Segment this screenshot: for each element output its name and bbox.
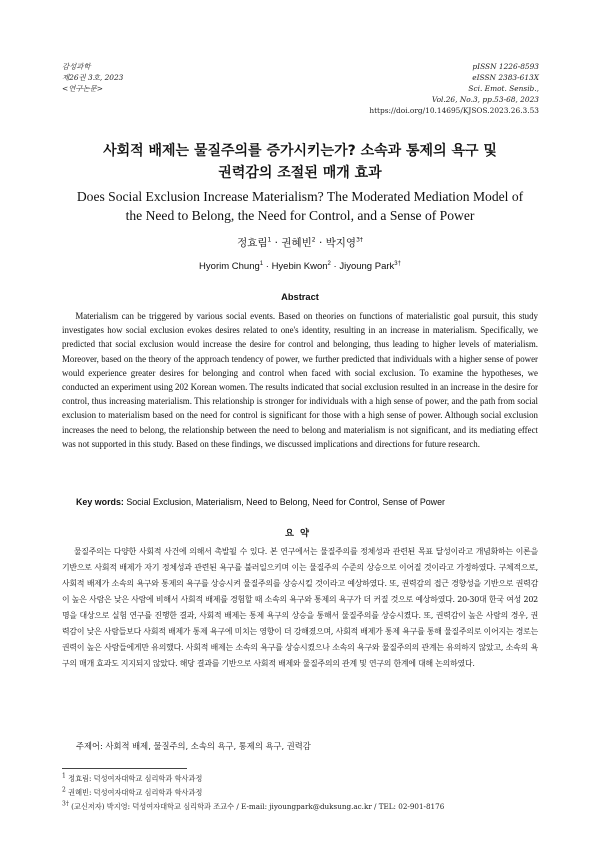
author-affiliation-mark: 3† <box>356 236 363 244</box>
author-affiliation-mark: 1 <box>267 236 272 244</box>
doi-link[interactable]: https://doi.org/10.14695/KJSOS.2023.26.3.53 <box>369 106 539 115</box>
eissn: eISSN 2383-613X <box>472 73 539 82</box>
footnote-mark: 3† <box>62 800 69 808</box>
title-korean-line2: 권력감의 조절된 매개 효과 <box>218 165 382 181</box>
footnote-text: 정효림: 덕성여자대학교 심리학과 학사과정 <box>68 774 203 783</box>
keywords-korean <box>76 740 538 752</box>
korean-summary-heading: 요약 <box>285 528 315 539</box>
volume-pages: Vol.26, No.3, pp.53-68, 2023 <box>431 95 539 104</box>
abstract-text: Materialism can be triggered by various social events. Based on theories on functions of materialistic goal pursuit, this study investigates how social exclusion evokes desires related to one's identity, resulting in an increase in materialism. Specifically, we predicted that social exclusion would increase the desire for control and belonging, thus leading to higher levels of materialism. Moreover, based on the theory of the approach tendency of power, we further predicted that individuals with a higher sense of power would experience greater desires for belonging and control when faced with social exclusion. To examine the hypotheses, we conducted an experiment using 202 Korean women. The results indicated that social exclusion resulted in an increase in the desire for control, thus increasing materialism. This relationship is stronger for individuals with a high sense of power, and the path from social exclusion to materialism based on the need for control is significant for those with a high sense of power. Although social exclusion increases the need to belong, the relationship between the need to belong and materialism is not significant, and its mediating effect was not supported in this study. Based on these findings, we discussed implications and directions for future research. <box>62 311 538 449</box>
article-type: <연구논문> <box>62 84 103 93</box>
journal-volume: 제26권 3호, 2023 <box>62 73 124 82</box>
journal-abbrev: Sci. Emot. Sensib., <box>468 84 539 93</box>
authors-korean: 정효림$^1$ · 권혜빈$^2$ · 박지영$^{3\dagger}$ <box>237 236 363 249</box>
author-name: 박지영 <box>325 237 357 249</box>
author-affiliation-mark: 2 <box>327 260 331 267</box>
footnote-text: (교신저자) 박지영: 덕성여자대학교 심리학과 조교수 / E-mail: jiyoungpark@duksung.ac.kr / TEL: 02-901-8176 <box>71 802 445 811</box>
author-name: 권혜빈 <box>281 237 312 249</box>
journal-info-right <box>369 61 539 116</box>
keywords-korean-label: 주제어: <box>76 741 103 751</box>
journal-name: 감성과학 <box>62 62 91 71</box>
author-name: 정효림 <box>237 237 268 249</box>
author-affiliation-mark: 2 <box>311 236 316 244</box>
keywords <box>76 497 538 507</box>
keywords-label: Key words: <box>76 497 124 507</box>
korean-summary-text: 물질주의는 다양한 사회적 사건에 의해서 촉발될 수 있다. 본 연구에서는 물질주의를 정체성과 관련된 목표 달성이라고 개념화하는 이론을 기반으로 사회적 배제가 자기 정체성과 관련된 욕구를 불러일으키며 이는 물질주의 수준의 상승으로 이어질 것이라고 가정하였다. 구체적으로, 사회적 배제가 소속의 욕구와 통제의 욕구를 상승시켜 물질주의를 상승시킬 것이라고 예상하였다. 또, 권력감의 접근 경향성을 기반으로 권력감이 높은 사람은 낮은 사람에 비해서 사회적 배제를 경험할 때 소속의 욕구와 통제의 욕구가 더 커질 것으로 예상하였다. 20-30대 한국 여성 202명을 대상으로 실험 연구를 진행한 결과, 사회적 배제는 통제 욕구의 상승을 통해서 물질주의를 상승시켰다. 또, 권력감이 높은 사람의 경우, 권력감이 낮은 사람들보다 사회적 배제가 통제 욕구에 미치는 영향이 더 강해졌으며, 사회적 배제가 통제 욕구를 통해 물질주의로 이어지는 경로는 권력이 높은 사람들에게만 유의했다. 사회적 배제는 소속의 욕구를 상승시켰으나 소속의 욕구와 물질주의의 관계는 유의하지 않았고, 소속의 욕구의 매개 효과도 지지되지 않았다. 해당 결과를 기반으로 사회적 배제와 물질주의의 관계 및 연구의 한계에 대해 논의하였다. <box>62 547 538 668</box>
author-affiliation-mark: 1 <box>259 260 264 267</box>
author-affiliation-mark: 3† <box>394 260 401 267</box>
footnote-mark: 1 <box>62 772 66 780</box>
keywords-korean-text: 사회적 배제, 물질주의, 소속의 욕구, 통제의 욕구, 권력감 <box>105 741 311 751</box>
footnotes <box>62 772 538 814</box>
title-korean <box>40 140 560 184</box>
authors-english: Hyorim Chung$^1$ · Hyebin Kwon$^2$ · Jiyoung Park$^{3\dagger}$ <box>199 260 401 272</box>
title-english-line1: Does Social Exclusion Increase Materialism? The Moderated Mediation Model of <box>76 189 524 204</box>
author-name: Hyorim Chung <box>199 261 260 272</box>
footnote <box>62 772 538 786</box>
footnote-text: 권혜빈: 덕성여자대학교 심리학과 학사과정 <box>68 788 203 797</box>
author-name: Jiyoung Park <box>339 261 395 272</box>
pissn: pISSN 1226-8593 <box>472 62 539 71</box>
abstract-heading: Abstract <box>281 292 319 302</box>
author-name: Hyebin Kwon <box>271 261 328 272</box>
journal-info-left <box>62 61 123 94</box>
keywords-text: Social Exclusion, Materialism, Need to Belong, Need for Control, Sense of Power <box>126 497 445 507</box>
footnote-mark: 2 <box>62 786 66 794</box>
footnote-divider <box>62 768 187 769</box>
footnote <box>62 786 538 800</box>
title-korean-line1: 사회적 배제는 물질주의를 증가시키는가? 소속과 통제의 욕구 및 <box>103 143 497 159</box>
title-english-line2: the Need to Belong, the Need for Control, and a Sense of Power <box>125 208 475 223</box>
footnote <box>62 800 538 814</box>
title-english <box>40 187 560 225</box>
